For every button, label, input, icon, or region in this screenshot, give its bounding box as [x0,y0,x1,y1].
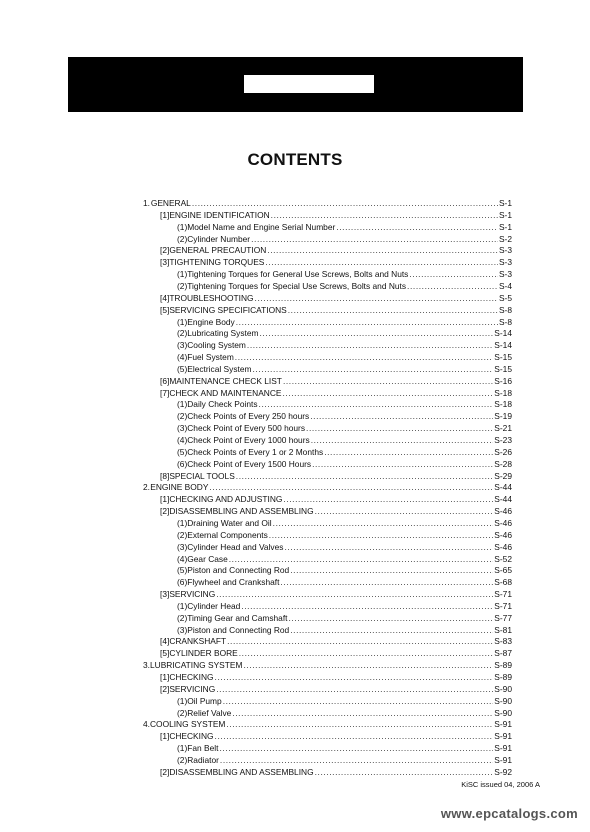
header-label-box [244,75,374,93]
toc-leader-dots [219,742,493,754]
toc-entry-number: (1) [177,221,188,232]
toc-leader-dots [252,363,493,375]
toc-entry-page: S-5 [498,292,512,303]
toc-entry-title: Daily Check Points [187,399,258,410]
toc-entry-page: S-21 [494,423,512,434]
toc-leader-dots [209,481,493,493]
toc-entry[interactable] [177,434,512,446]
toc-entry-title: Cylinder Head and Valves [187,541,284,552]
toc-entry[interactable] [177,564,512,576]
toc-entry-title: Electrical System [187,363,252,374]
toc-entry-page: S-29 [494,470,512,481]
toc-entry-number: [1] [160,731,170,742]
toc-entry[interactable] [160,683,512,695]
toc-entry-number: (2) [177,707,188,718]
toc-entry-title: Draining Water and Oil [187,517,272,528]
toc-leader-dots [215,671,494,683]
toc-entry-page: S-90 [494,695,512,706]
toc-entry-number: (1) [177,743,188,754]
toc-entry-page: S-18 [494,387,512,398]
toc-leader-dots [239,647,494,659]
toc-entry-title: ENGINE IDENTIFICATION [169,209,270,220]
toc-entry-page: S-3 [498,245,512,256]
toc-entry-page: S-89 [494,660,512,671]
toc-entry-page: S-68 [494,577,512,588]
toc-entry[interactable] [160,292,512,304]
toc-entry[interactable] [177,553,512,565]
toc-leader-dots [315,766,494,778]
toc-leader-dots [280,576,493,588]
toc-entry[interactable] [177,517,512,529]
toc-entry-page: S-77 [494,612,512,623]
toc-leader-dots [336,221,498,233]
toc-entry-number: [2] [160,766,170,777]
toc-entry-title: DISASSEMBLING AND ASSEMBLING [169,506,314,517]
toc-entry-number: (3) [177,624,188,635]
toc-entry[interactable] [160,209,512,221]
toc-entry-number: [3] [160,257,170,268]
toc-leader-dots [324,446,493,458]
toc-entry-number: [5] [160,648,170,659]
toc-entry[interactable] [143,197,512,209]
toc-entry-title: Tightening Torques for Special Use Screws, Bolts and Nuts [187,280,407,291]
toc-entry-number: [4] [160,292,170,303]
toc-entry-title: CHECKING AND ADJUSTING [169,494,283,505]
toc-entry[interactable] [160,304,512,316]
toc-leader-dots [232,707,493,719]
toc-entry-title: Relief Valve [187,707,232,718]
toc-leader-dots [220,754,493,766]
toc-entry[interactable] [177,529,512,541]
toc-entry-number: [8] [160,470,170,481]
toc-entry-title: Timing Gear and Camshaft [187,612,288,623]
toc-entry-page: S-4 [498,280,512,291]
watermark: www.epcatalogs.com [440,806,578,821]
toc-entry-page: S-15 [494,352,512,363]
toc-entry-number: (4) [177,352,188,363]
toc-leader-dots [243,659,493,671]
toc-entry-title: Cooling System [187,340,246,351]
toc-entry-page: S-14 [494,340,512,351]
toc-entry[interactable] [177,280,512,292]
toc-entry-title: External Components [187,529,268,540]
toc-leader-dots [311,434,494,446]
toc-entry-number: (2) [177,529,188,540]
toc-leader-dots [215,730,494,742]
toc-entry-number: (5) [177,565,188,576]
toc-entry-page: S-23 [494,435,512,445]
toc-entry-title: TIGHTENING TORQUES [169,257,265,268]
toc-entry-title: LUBRICATING SYSTEM [150,660,243,671]
toc-entry-page: S-83 [494,636,512,647]
toc-entry[interactable] [160,588,512,600]
toc-entry-title: Fan Belt [187,743,219,754]
toc-entry-page: S-89 [494,672,512,682]
toc-entry-page: S-91 [494,719,512,730]
toc-entry-title: DISASSEMBLING AND ASSEMBLING [169,766,314,777]
toc-entry-number: [2] [160,683,170,694]
toc-entry[interactable] [160,375,512,387]
toc-entry-page: S-90 [494,683,512,694]
toc-entry-page: S-1 [498,198,512,208]
toc-entry-number: [5] [160,304,170,315]
toc-entry-title: MAINTENANCE CHECK LIST [169,375,282,386]
toc-entry-page: S-26 [494,446,512,457]
toc-leader-dots [310,410,493,422]
toc-leader-dots [269,529,494,541]
toc-entry-title: Oil Pump [187,695,222,706]
toc-entry-number: (2) [177,280,188,291]
toc-leader-dots [312,458,493,470]
toc-entry-page: S-8 [498,316,512,327]
toc-entry-title: SERVICING [169,683,216,694]
toc-entry-page: S-71 [494,589,512,600]
toc-leader-dots [192,197,498,209]
toc-entry-title: CHECK AND MAINTENANCE [169,387,282,398]
toc-entry-title: Radiator [187,754,219,765]
toc-entry-title: Check Point of Every 1500 Hours [187,458,312,469]
toc-entry-number: (1) [177,399,188,410]
toc-entry[interactable] [177,221,512,233]
toc-entry-number: (2) [177,612,188,623]
header-bar [68,57,523,112]
toc-entry[interactable] [143,659,512,671]
toc-entry-number: [6] [160,375,170,386]
toc-entry-title: SERVICING [169,589,216,600]
toc-entry-number: (1) [177,316,188,327]
toc-entry-page: S-46 [494,517,512,528]
toc-entry-number: (2) [177,754,188,765]
toc-entry-title: Model Name and Engine Serial Number [187,221,336,232]
toc-entry[interactable] [177,612,512,624]
toc-entry-number: [7] [160,387,170,398]
toc-entry[interactable] [160,505,512,517]
toc-entry-number: (3) [177,423,188,434]
toc-leader-dots [267,244,498,256]
toc-entry[interactable] [177,754,512,766]
toc-entry-number: (3) [177,541,188,552]
toc-entry-page: S-92 [494,766,512,777]
toc-leader-dots [288,612,493,624]
toc-leader-dots [236,470,494,482]
toc-entry-page: S-65 [494,565,512,576]
toc-entry-page: S-81 [494,624,512,635]
page-title: CONTENTS [247,150,343,169]
toc-entry-number: 1. [143,198,150,208]
toc-entry[interactable] [177,707,512,719]
toc-entry[interactable] [177,268,512,280]
toc-entry-page: S-2 [498,233,512,244]
toc-leader-dots [407,280,498,292]
toc-entry[interactable] [177,327,512,339]
toc-entry-page: S-44 [494,494,512,505]
toc-entry-number: 2. [143,482,150,493]
toc-entry-number: [1] [160,672,170,682]
toc-entry-number: (3) [177,340,188,351]
toc-entry[interactable] [160,256,512,268]
toc-entry[interactable] [160,730,512,742]
toc-entry-number: (1) [177,269,188,280]
toc-entry[interactable] [160,387,512,399]
toc-entry[interactable] [177,446,512,458]
toc-leader-dots [235,351,494,363]
toc-entry-number: [1] [160,209,170,220]
toc-entry-title: CHECKING [169,731,214,742]
toc-entry-title: CRANKSHAFT [169,636,227,647]
toc-entry[interactable] [177,695,512,707]
toc-entry[interactable] [160,493,512,505]
toc-entry-page: S-15 [494,363,512,374]
toc-entry[interactable] [177,742,512,754]
toc-entry[interactable] [177,624,512,636]
toc-leader-dots [315,505,494,517]
toc-entry-number: (4) [177,435,188,445]
toc-entry[interactable] [177,541,512,553]
toc-entry[interactable] [177,410,512,422]
toc-entry-title: Tightening Torques for General Use Screws, Bolts and Nuts [187,269,409,280]
toc-entry-title: Fuel System [187,352,234,363]
toc-entry-title: Check Points of Every 250 hours [187,411,310,422]
toc-leader-dots [216,683,493,695]
toc-leader-dots [409,268,498,280]
toc-entry-title: Piston and Connecting Rod [187,565,290,576]
toc-entry-number: [3] [160,589,170,600]
toc-entry-page: S-3 [498,257,512,268]
toc-entry-page: S-91 [494,754,512,765]
toc-entry[interactable] [143,481,512,493]
toc-entry-title: Check Point of Every 1000 hours [187,435,310,445]
toc-entry-page: S-8 [498,304,512,315]
toc-entry-page: S-71 [494,600,512,611]
toc-leader-dots [241,600,493,612]
toc-leader-dots [273,517,494,529]
toc-entry-title: Gear Case [187,553,228,564]
toc-entry-number: (5) [177,363,188,374]
toc-entry-title: SPECIAL TOOLS [169,470,235,481]
toc-entry-page: S-16 [494,375,512,386]
toc-leader-dots [284,541,493,553]
toc-leader-dots [265,256,498,268]
toc-entry-number: (1) [177,695,188,706]
toc-entry-number: [4] [160,636,170,647]
toc-leader-dots [226,718,493,730]
toc-leader-dots [283,493,493,505]
toc-entry-page: S-46 [494,506,512,517]
toc-entry[interactable] [177,233,512,245]
toc-entry-number: (1) [177,600,188,611]
toc-entry-number: (4) [177,553,188,564]
toc-entry[interactable] [160,766,512,778]
toc-entry-page: S-28 [494,458,512,469]
toc-entry-title: Engine Body [187,316,235,327]
toc-entry-page: S-18 [494,399,512,410]
toc-entry-page: S-87 [494,648,512,659]
toc-entry[interactable] [177,316,512,328]
toc-entry-title: GENERAL PRECAUTION [169,245,267,256]
toc-entry-title: Cylinder Head [187,600,241,611]
toc-entry[interactable] [177,398,512,410]
toc-entry-page: S-52 [494,553,512,564]
issue-note: KiSC issued 04, 2006 A [461,780,540,789]
toc-entry-title: Lubricating System [187,328,259,339]
toc-entry-page: S-46 [494,541,512,552]
toc-entry-page: S-91 [494,731,512,742]
toc-leader-dots [259,327,493,339]
toc-leader-dots [255,292,498,304]
toc-entry-page: S-14 [494,328,512,339]
toc-entry-page: S-3 [498,269,512,280]
toc-entry[interactable] [160,647,512,659]
toc-leader-dots [227,635,493,647]
toc-entry[interactable] [177,422,512,434]
toc-leader-dots [216,588,493,600]
toc-entry-title: COOLING SYSTEM [150,719,226,730]
toc-entry-title: CHECKING [169,672,214,682]
toc-entry[interactable] [177,458,512,470]
toc-entry[interactable] [160,470,512,482]
toc-entry-title: Flywheel and Crankshaft [187,577,280,588]
toc-entry-title: SERVICING SPECIFICATIONS [169,304,287,315]
toc-entry-number: [2] [160,245,170,256]
toc-entry[interactable] [177,363,512,375]
toc-leader-dots [247,339,493,351]
toc-entry[interactable] [160,635,512,647]
toc-entry-title: Cylinder Number [187,233,251,244]
toc-entry-title: Check Point of Every 500 hours [187,423,306,434]
toc-entry[interactable] [143,718,512,730]
toc-leader-dots [282,387,493,399]
toc-leader-dots [229,553,494,565]
toc-entry-number: (6) [177,577,188,588]
toc-entry-number: 4. [143,719,150,730]
toc-entry-page: S-1 [498,221,512,232]
toc-entry[interactable] [177,351,512,363]
toc-entry[interactable] [160,671,512,683]
toc-entry-page: S-90 [494,707,512,718]
toc-entry-number: (5) [177,446,188,457]
toc-entry-page: S-19 [494,411,512,422]
toc-leader-dots [290,564,493,576]
toc-leader-dots [259,398,494,410]
toc-entry-title: CYLINDER BORE [169,648,238,659]
toc-entry[interactable] [177,576,512,588]
toc-leader-dots [283,375,493,387]
toc-entry-number: 3. [143,660,150,671]
toc-leader-dots [288,304,498,316]
toc-leader-dots [290,624,493,636]
toc-entry-page: S-1 [498,209,512,220]
toc-entry-number: (2) [177,233,188,244]
toc-leader-dots [223,695,494,707]
toc-entry-number: (2) [177,328,188,339]
toc-entry-title: Check Points of Every 1 or 2 Months [187,446,324,457]
toc-entry-title: Piston and Connecting Rod [187,624,290,635]
toc-entry-page: S-44 [494,482,512,493]
toc-leader-dots [271,209,498,221]
toc-entry[interactable] [177,339,512,351]
toc-entry[interactable] [177,600,512,612]
toc-entry-number: (2) [177,411,188,422]
toc-entry-number: [1] [160,494,170,505]
toc-entry-title: ENGINE BODY [150,482,209,493]
toc-entry-title: TROUBLESHOOTING [169,292,254,303]
toc-entry-number: (1) [177,517,188,528]
toc-entry-number: [2] [160,506,170,517]
toc-entry-number: (6) [177,458,188,469]
toc-entry-page: S-91 [494,743,512,754]
toc-leader-dots [236,316,498,328]
toc-entry[interactable] [160,244,512,256]
toc-entry-page: S-46 [494,529,512,540]
toc-entry-title: GENERAL [150,198,191,208]
toc-leader-dots [306,422,493,434]
toc-leader-dots [251,233,498,245]
